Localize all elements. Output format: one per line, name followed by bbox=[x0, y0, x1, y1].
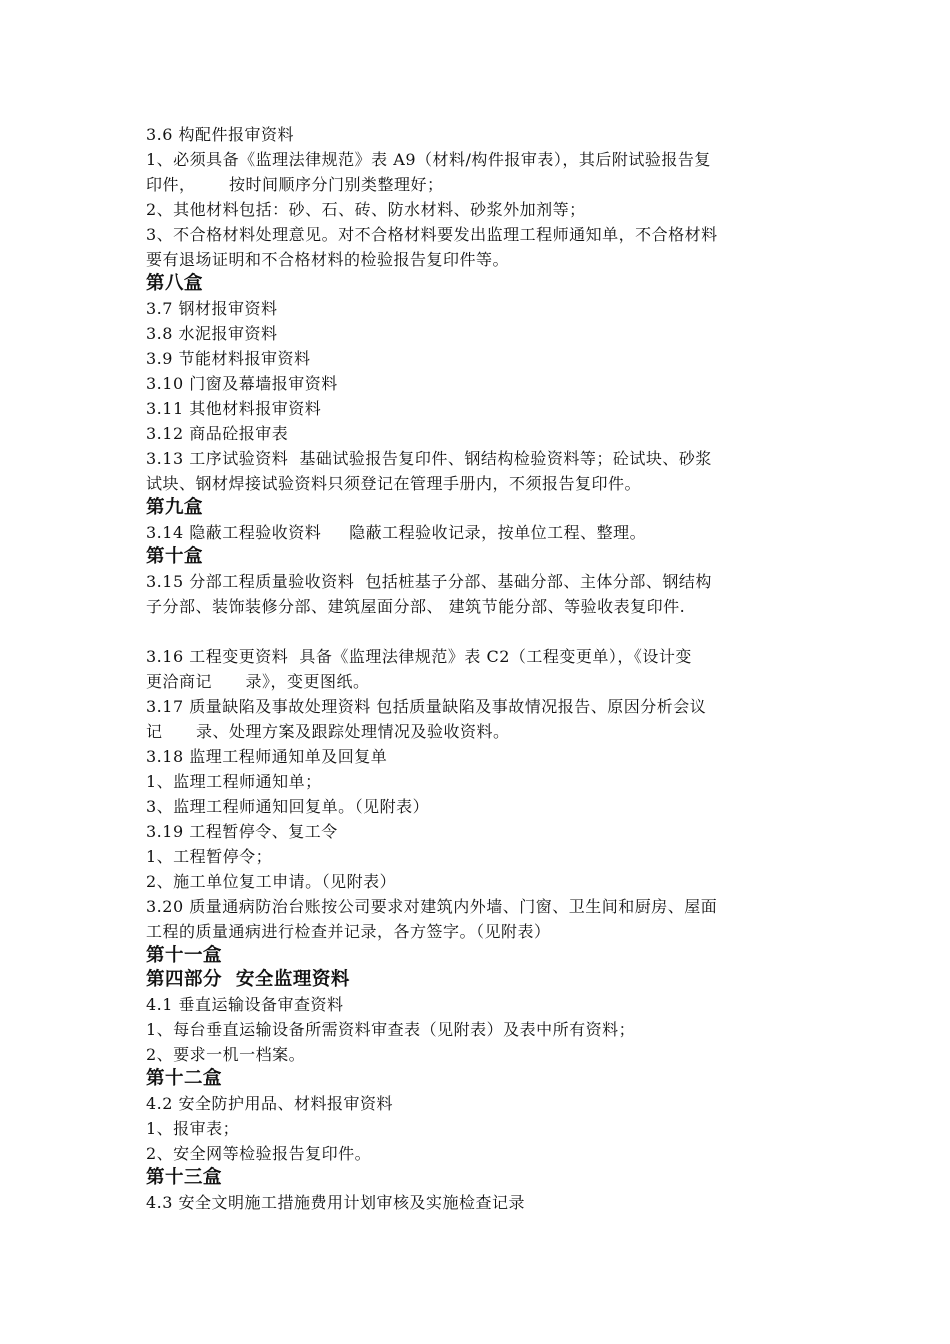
text-line: 要有退场证明和不合格材料的检验报告复印件等。 bbox=[146, 250, 510, 269]
box-heading: 第十三盒 bbox=[146, 1167, 223, 1188]
box-heading: 第八盒 bbox=[146, 273, 204, 294]
text-line: 3.16 工程变更资料 具备《监理法律规范》表 C2（工程变更单），《设计变 bbox=[146, 647, 692, 666]
text-line: 3、监理工程师通知回复单。（见附表） bbox=[146, 797, 430, 816]
text-line: 4.1 垂直运输设备审查资料 bbox=[146, 995, 344, 1014]
text-line: 3.14 隐蔽工程验收资料 隐蔽工程验收记录，按单位工程、整理。 bbox=[146, 523, 647, 542]
text-line: 2、安全网等检验报告复印件。 bbox=[146, 1144, 372, 1163]
text-line: 2、施工单位复工申请。（见附表） bbox=[146, 872, 397, 891]
text-line: 3.7 钢材报审资料 bbox=[146, 299, 278, 318]
text-line: 记 录、处理方案及跟踪处理情况及验收资料。 bbox=[146, 722, 510, 741]
box-heading: 第十一盒 bbox=[146, 945, 223, 966]
text-line: 试块、钢材焊接试验资料只须登记在管理手册内，不须报告复印件。 bbox=[146, 474, 642, 493]
box-heading: 第十盒 bbox=[146, 546, 204, 567]
text-line: 3.19 工程暂停令、复工令 bbox=[146, 822, 338, 841]
text-line: 2、其他材料包括：砂、石、砖、防水材料、砂浆外加剂等； bbox=[146, 200, 586, 219]
text-line: 3.11 其他材料报审资料 bbox=[146, 399, 322, 418]
text-line: 工程的质量通病进行检查并记录，各方签字。（见附表） bbox=[146, 922, 551, 941]
blank-line bbox=[146, 619, 816, 644]
text-line: 3.18 监理工程师通知单及回复单 bbox=[146, 747, 388, 766]
text-line: 1、监理工程师通知单； bbox=[146, 772, 322, 791]
text-line: 3.15 分部工程质量验收资料 包括桩基子分部、基础分部、主体分部、钢结构 bbox=[146, 572, 712, 591]
box-heading: 第九盒 bbox=[146, 497, 204, 518]
text-line: 3、不合格材料处理意见。对不合格材料要发出监理工程师通知单，不合格材料 bbox=[146, 225, 718, 244]
text-line: 3.20 质量通病防治台账按公司要求对建筑内外墙、门窗、卫生间和厨房、屋面 bbox=[146, 897, 718, 916]
text-line: 3.17 质量缺陷及事故处理资料 包括质量缺陷及事故情况报告、原因分析会议 bbox=[146, 697, 707, 716]
text-line: 3.8 水泥报审资料 bbox=[146, 324, 278, 343]
text-line: 1、每台垂直运输设备所需资料审查表（见附表）及表中所有资料； bbox=[146, 1020, 636, 1039]
text-line: 子分部、装饰装修分部、建筑屋面分部、 建筑节能分部、等验收表复印件. bbox=[146, 597, 686, 616]
text-line: 3.9 节能材料报审资料 bbox=[146, 349, 311, 368]
part-heading: 第四部分 安全监理资料 bbox=[146, 969, 350, 990]
text-line: 更洽商记 录》，变更图纸。 bbox=[146, 672, 370, 691]
text-line: 4.2 安全防护用品、材料报审资料 bbox=[146, 1094, 394, 1113]
text-line: 3.12 商品砼报审表 bbox=[146, 424, 289, 443]
text-line: 1、必须具备《监理法律规范》表 A9（材料/构件报审表），其后附试验报告复 bbox=[146, 150, 711, 169]
document-page bbox=[146, 122, 816, 1215]
box-heading: 第十二盒 bbox=[146, 1068, 223, 1089]
section-3-6-title: 3.6 构配件报审资料 bbox=[146, 125, 295, 144]
text-line: 3.13 工序试验资料 基础试验报告复印件、钢结构检验资料等；砼试块、砂浆 bbox=[146, 449, 712, 468]
text-line: 1、工程暂停令； bbox=[146, 847, 273, 866]
text-line: 4.3 安全文明施工措施费用计划审核及实施检查记录 bbox=[146, 1193, 526, 1212]
text-line: 1、报审表； bbox=[146, 1119, 240, 1138]
text-line: 印件， 按时间顺序分门别类整理好； bbox=[146, 175, 444, 194]
text-line: 3.10 门窗及幕墙报审资料 bbox=[146, 374, 338, 393]
text-line: 2、要求一机一档案。 bbox=[146, 1045, 306, 1064]
